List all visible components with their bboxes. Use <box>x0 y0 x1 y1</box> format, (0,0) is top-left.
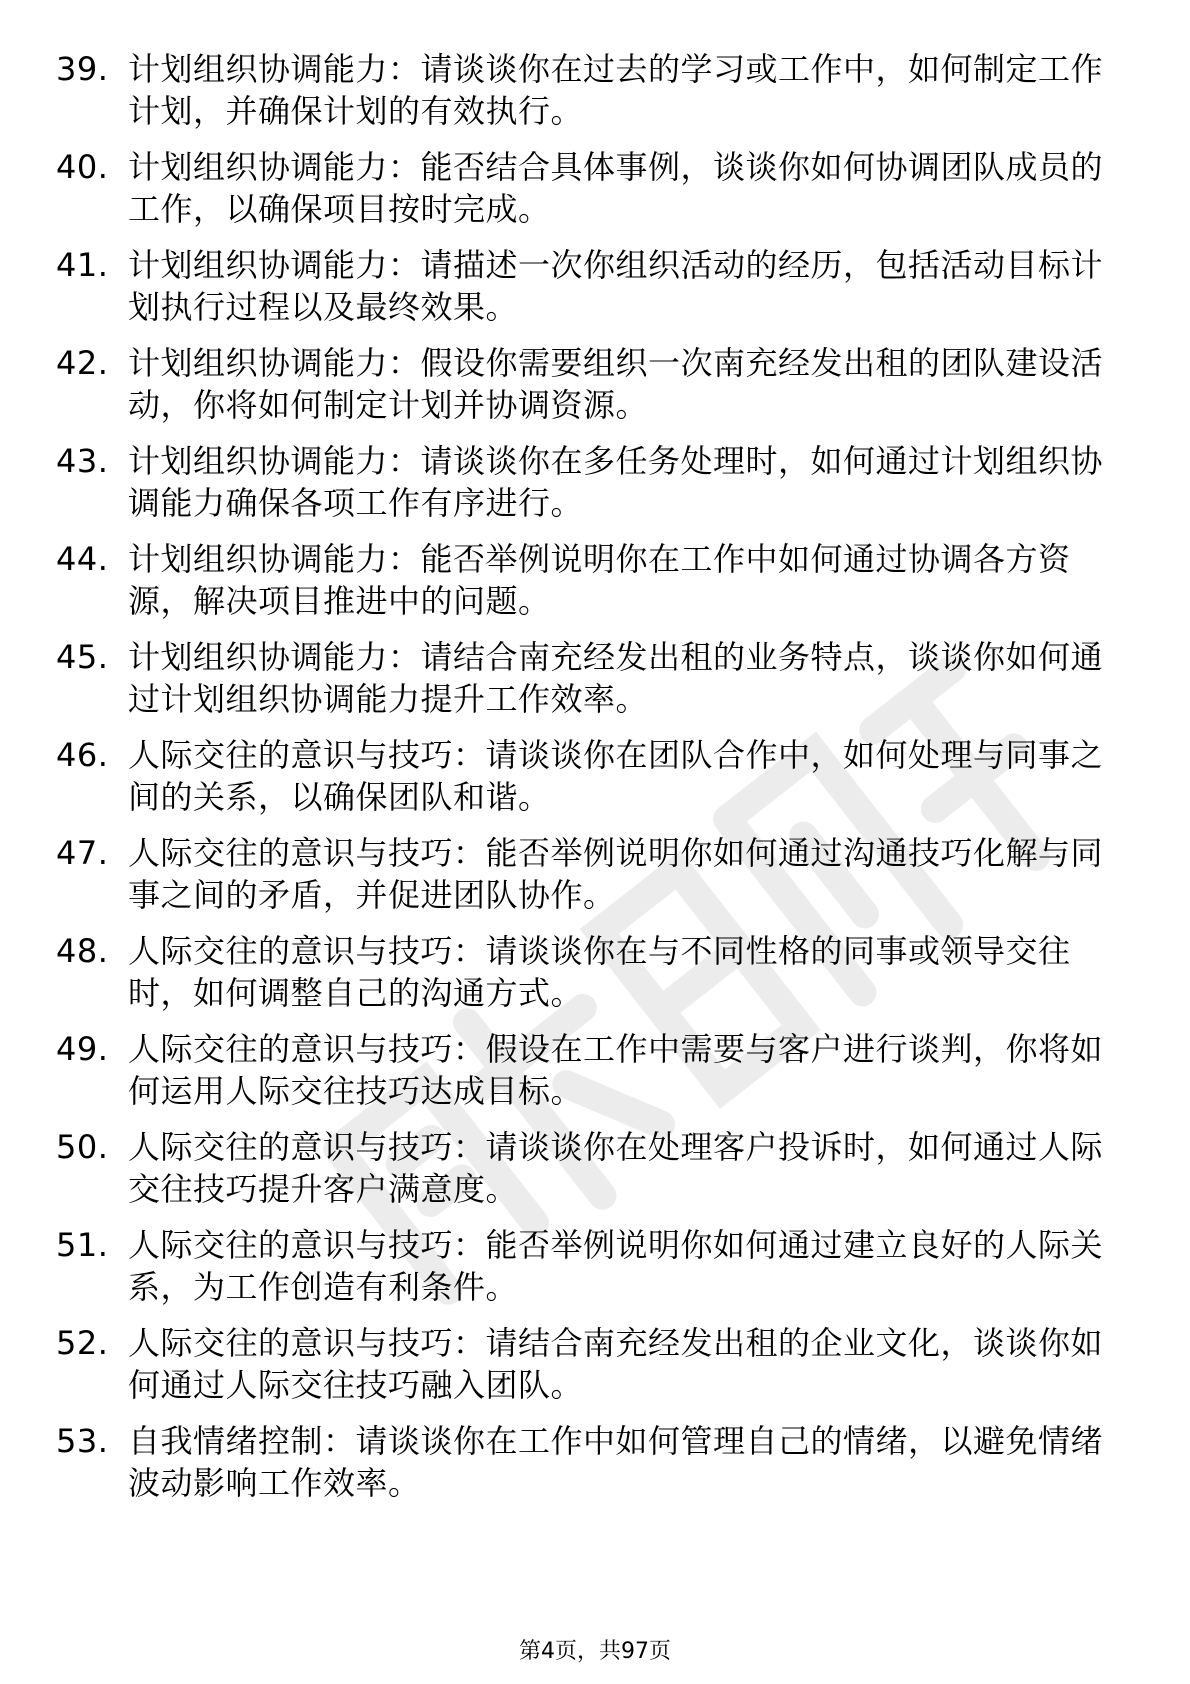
question-item <box>56 1126 1106 1210</box>
question-number: 39. <box>56 50 109 88</box>
question-item <box>56 538 1106 622</box>
question-text: 人际交往的意识与技巧：能否举例说明你如何通过沟通技巧化解与同事之间的矛盾，并促进团队协作。 <box>128 834 1104 914</box>
question-item <box>56 146 1106 230</box>
question-number: 41. <box>56 246 109 284</box>
question-item <box>56 636 1106 720</box>
question-item <box>56 440 1106 524</box>
question-item <box>56 244 1106 328</box>
question-text: 自我情绪控制：请谈谈你在工作中如何管理自己的情绪，以避免情绪波动影响工作效率。 <box>128 1422 1104 1502</box>
question-number: 47. <box>56 834 109 872</box>
question-number: 49. <box>56 1030 109 1068</box>
question-text: 计划组织协调能力：能否举例说明你在工作中如何通过协调各方资源，解决项目推进中的问题。 <box>128 540 1071 620</box>
question-number: 40. <box>56 148 109 186</box>
question-number: 52. <box>56 1324 109 1362</box>
question-number: 45. <box>56 638 109 676</box>
question-text: 人际交往的意识与技巧：请谈谈你在团队合作中，如何处理与同事之间的关系，以确保团队和谐。 <box>128 736 1104 816</box>
question-text: 计划组织协调能力：请描述一次你组织活动的经历，包括活动目标计划执行过程以及最终效果。 <box>128 246 1104 326</box>
question-text: 计划组织协调能力：请结合南充经发出租的业务特点，谈谈你如何通过计划组织协调能力提升工作效率。 <box>128 638 1104 718</box>
question-item <box>56 1224 1106 1308</box>
question-text: 人际交往的意识与技巧：请谈谈你在处理客户投诉时，如何通过人际交往技巧提升客户满意度。 <box>128 1128 1104 1208</box>
question-number: 46. <box>56 736 109 774</box>
question-item <box>56 342 1106 426</box>
question-number: 44. <box>56 540 109 578</box>
question-text: 计划组织协调能力：能否结合具体事例，谈谈你如何协调团队成员的工作，以确保项目按时完成。 <box>128 148 1104 228</box>
question-number: 48. <box>56 932 109 970</box>
question-text: 人际交往的意识与技巧：请谈谈你在与不同性格的同事或领导交往时，如何调整自己的沟通方式。 <box>128 932 1071 1012</box>
question-number: 43. <box>56 442 109 480</box>
question-text: 人际交往的意识与技巧：请结合南充经发出租的企业文化，谈谈你如何通过人际交往技巧融入团队。 <box>128 1324 1104 1404</box>
question-text: 计划组织协调能力：请谈谈你在多任务处理时，如何通过计划组织协调能力确保各项工作有序进行。 <box>128 442 1104 522</box>
question-item <box>56 930 1106 1014</box>
question-number: 50. <box>56 1128 109 1166</box>
question-text: 人际交往的意识与技巧：假设在工作中需要与客户进行谈判，你将如何运用人际交往技巧达成目标。 <box>128 1030 1104 1110</box>
page-number-footer: 第4页，共97页 <box>519 1639 671 1664</box>
question-number: 51. <box>56 1226 109 1264</box>
question-item <box>56 1322 1106 1406</box>
question-item <box>56 832 1106 916</box>
question-text: 人际交往的意识与技巧：能否举例说明你如何通过建立良好的人际关系，为工作创造有利条件。 <box>128 1226 1104 1306</box>
question-number: 42. <box>56 344 109 382</box>
question-item <box>56 1420 1106 1504</box>
question-item <box>56 734 1106 818</box>
question-item <box>56 48 1106 132</box>
question-item <box>56 1028 1106 1112</box>
question-text: 计划组织协调能力：假设你需要组织一次南充经发出租的团队建设活动，你将如何制定计划并协调资源。 <box>128 344 1104 424</box>
interview-question-list <box>56 48 1106 1518</box>
question-text: 计划组织协调能力：请谈谈你在过去的学习或工作中，如何制定工作计划，并确保计划的有效执行。 <box>128 50 1104 130</box>
question-number: 53. <box>56 1422 109 1460</box>
